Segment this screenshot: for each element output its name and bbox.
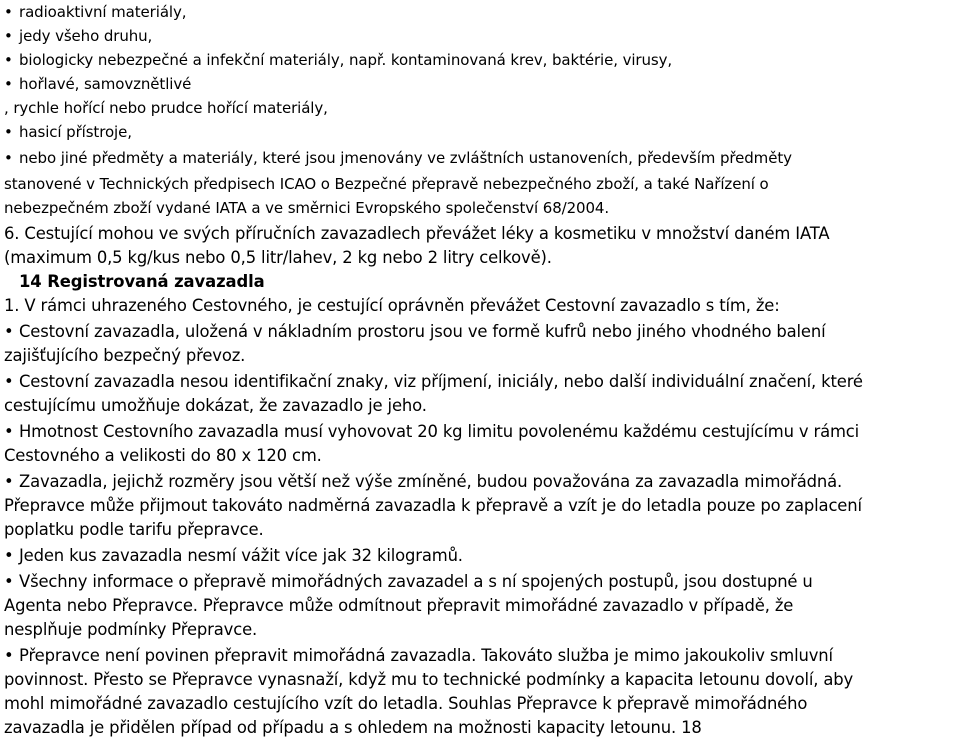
line-text: hořlavé, samovznětlivé — [19, 75, 192, 93]
bullet: • — [4, 646, 14, 665]
list-item — [4, 422, 859, 442]
bullet: • — [4, 75, 13, 93]
text-line: Přepravce může přijmout takováto nadměrná zavazadla k přepravě a vzít je do letadla pouze po zaplacení — [4, 496, 862, 515]
line-text: Zavazadla, jejichž rozměry jsou větší než výše zmíněné, budou považována za zavazadla mimořádná. — [19, 472, 843, 491]
list-item — [4, 646, 833, 666]
text-line: nesplňuje podmínky Přepravce. — [4, 620, 258, 639]
line-text: Všechny informace o přepravě mimořádných zavazadel a s ní spojených postupů, jsou dostupné u — [19, 572, 813, 591]
line-text: radioaktivní materiály, — [19, 3, 187, 21]
text-line: stanovené v Technických předpisech ICAO o Bezpečné přepravě nebezpečného zboží, a také Nařízení o — [4, 175, 769, 193]
text-line: mohl mimořádné zavazadlo cestujícího vzít do letadla. Souhlas Přepravce k přepravě mimořádného — [4, 694, 808, 713]
list-item — [4, 372, 863, 392]
bullet: • — [4, 51, 13, 69]
text-line: povinnost. Přesto se Přepravce vynasnaží, když mu to technické podmínky a kapacita letounu dovolí, aby — [4, 670, 854, 689]
text-line: (maximum 0,5 kg/kus nebo 0,5 litr/lahev, 2 kg nebo 2 litry celkově). — [4, 248, 552, 267]
heading-text: 14 Registrovaná zavazadla — [19, 272, 265, 291]
line-text: nebo jiné předměty a materiály, které jsou jmenovány ve zvláštních ustanoveních, především předměty — [19, 149, 792, 167]
text-line: 6. Cestující mohou ve svých příručních zavazadlech převážet léky a kosmetiku v množství daném IATA — [4, 224, 830, 243]
text-line: zajišťujícího bezpečný převoz. — [4, 346, 246, 365]
list-item — [4, 148, 792, 168]
line-text: Cestovní zavazadla nesou identifikační znaky, viz příjmení, iniciály, nebo další individuální značení, které — [19, 372, 863, 391]
text-line: zavazadla je přidělen případ od případu a s ohledem na možnosti kapacity letounu. 18 — [4, 718, 702, 737]
text-line: 1. V rámci uhrazeného Cestovného, je cestující oprávněn převážet Cestovní zavazadlo s tím, že: — [4, 296, 780, 315]
line-text: Jeden kus zavazadla nesmí vážit více jak 32 kilogramů. — [19, 546, 463, 565]
bullet: • — [4, 472, 14, 491]
list-item — [4, 122, 132, 142]
list-item — [4, 26, 152, 46]
text-line: cestujícímu umožňuje dokázat, že zavazadlo je jeho. — [4, 396, 427, 415]
line-text: Cestovní zavazadla, uložená v nákladním prostoru jsou ve formě kufrů nebo jiného vhodného balení — [19, 322, 826, 341]
bullet: • — [4, 123, 13, 141]
bullet: • — [4, 372, 14, 391]
list-item — [4, 546, 463, 566]
text-line: Agenta nebo Přepravce. Přepravce může odmítnout přepravit mimořádné zavazadlo v případě, že — [4, 596, 794, 615]
line-text: Hmotnost Cestovního zavazadla musí vyhovovat 20 kg limitu povolenému každému cestujícímu v rámci — [19, 422, 860, 441]
bullet: • — [4, 3, 13, 21]
list-item — [4, 50, 672, 70]
bullet: • — [4, 149, 13, 167]
bullet: • — [4, 322, 14, 341]
list-item — [4, 572, 813, 592]
section-heading — [4, 272, 265, 292]
text-line: poplatku podle tarifu přepravce. — [4, 520, 264, 539]
list-item — [4, 74, 191, 94]
bullet: • — [4, 27, 13, 45]
list-item — [4, 322, 826, 342]
bullet: • — [4, 572, 14, 591]
line-text: jedy všeho druhu, — [19, 27, 153, 45]
text-line: nebezpečném zboží vydané IATA a ve směrnici Evropského společenství 68/2004. — [4, 199, 610, 217]
bullet: • — [4, 546, 14, 565]
line-text: Přepravce není povinen přepravit mimořádná zavazadla. Takováto služba je mimo jakoukoliv smluvní — [19, 646, 833, 665]
line-text: hasicí přístroje, — [19, 123, 132, 141]
list-item — [4, 2, 186, 22]
text-line: Cestovného a velikosti do 80 x 120 cm. — [4, 446, 322, 465]
line-text: biologicky nebezpečné a infekční materiály, např. kontaminovaná krev, baktérie, virusy, — [19, 51, 673, 69]
bullet: • — [4, 422, 14, 441]
text-line: , rychle hořící nebo prudce hořící materiály, — [4, 99, 328, 117]
list-item — [4, 472, 842, 492]
